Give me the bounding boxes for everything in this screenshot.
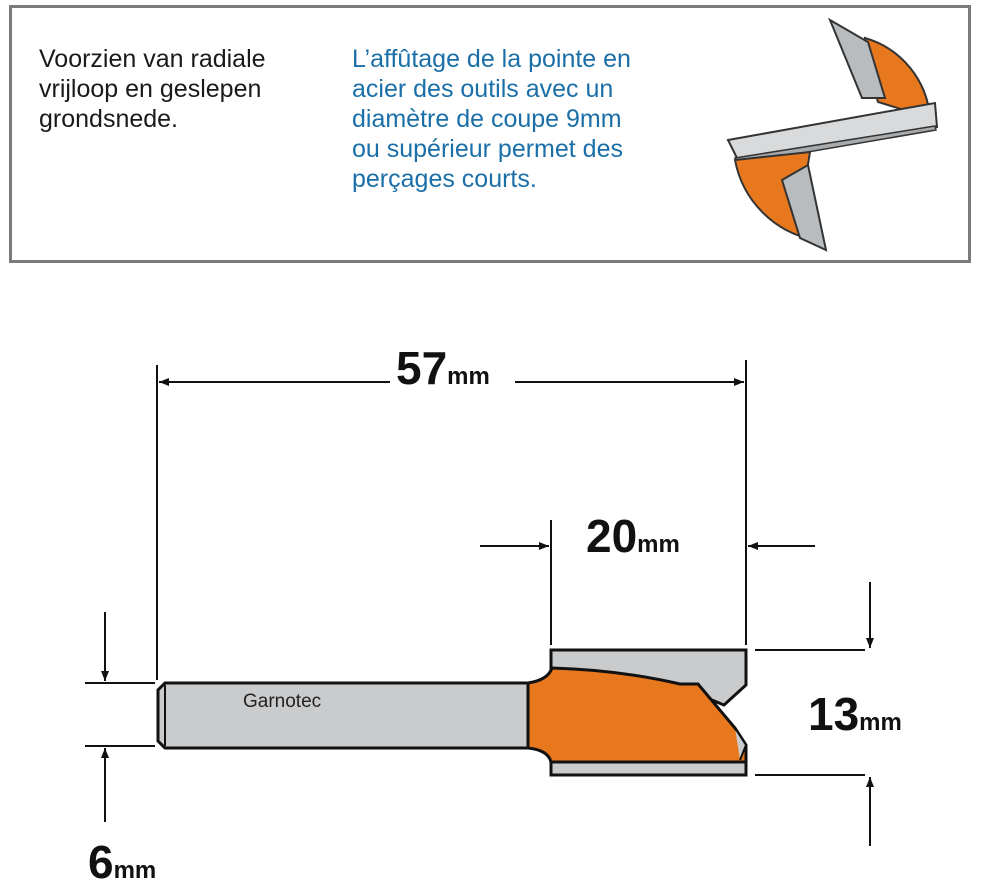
- cutting-blade-bottom: [551, 762, 746, 775]
- sharpening-illustration: [728, 20, 937, 250]
- cutting-diameter-dimension: [755, 582, 902, 846]
- cutting-length-dimension: [480, 510, 815, 645]
- brand-label: Garnotec: [243, 691, 322, 712]
- cutting-length-unit: mm: [637, 531, 680, 558]
- overall-length-value: 57: [396, 342, 448, 394]
- router-bit: [158, 650, 746, 775]
- dutch-note: Voorzien van radiale vrijloop en geslepen grondsnede.: [39, 45, 266, 133]
- svg-text:13mm: [808, 688, 902, 740]
- shank-diameter-dimension: [85, 612, 156, 882]
- shank-diameter-value: 6: [88, 836, 114, 882]
- svg-text:20mm: [586, 510, 680, 562]
- shank-diameter-unit: mm: [113, 857, 157, 882]
- french-note: L’affûtage de la pointe en acier des outils avec un diamètre de coupe 9mm ou supérieur permet des perçages courts.: [352, 45, 631, 193]
- shank: [158, 683, 530, 748]
- overall-length-dimension: [157, 342, 746, 680]
- cutting-diameter-value: 13: [808, 688, 860, 740]
- overall-length-unit: mm: [447, 363, 490, 390]
- cutting-length-value: 20: [586, 510, 638, 562]
- svg-text:57mm: [396, 342, 490, 394]
- cutting-diameter-unit: mm: [859, 709, 902, 736]
- svg-text:6mm: [88, 836, 156, 882]
